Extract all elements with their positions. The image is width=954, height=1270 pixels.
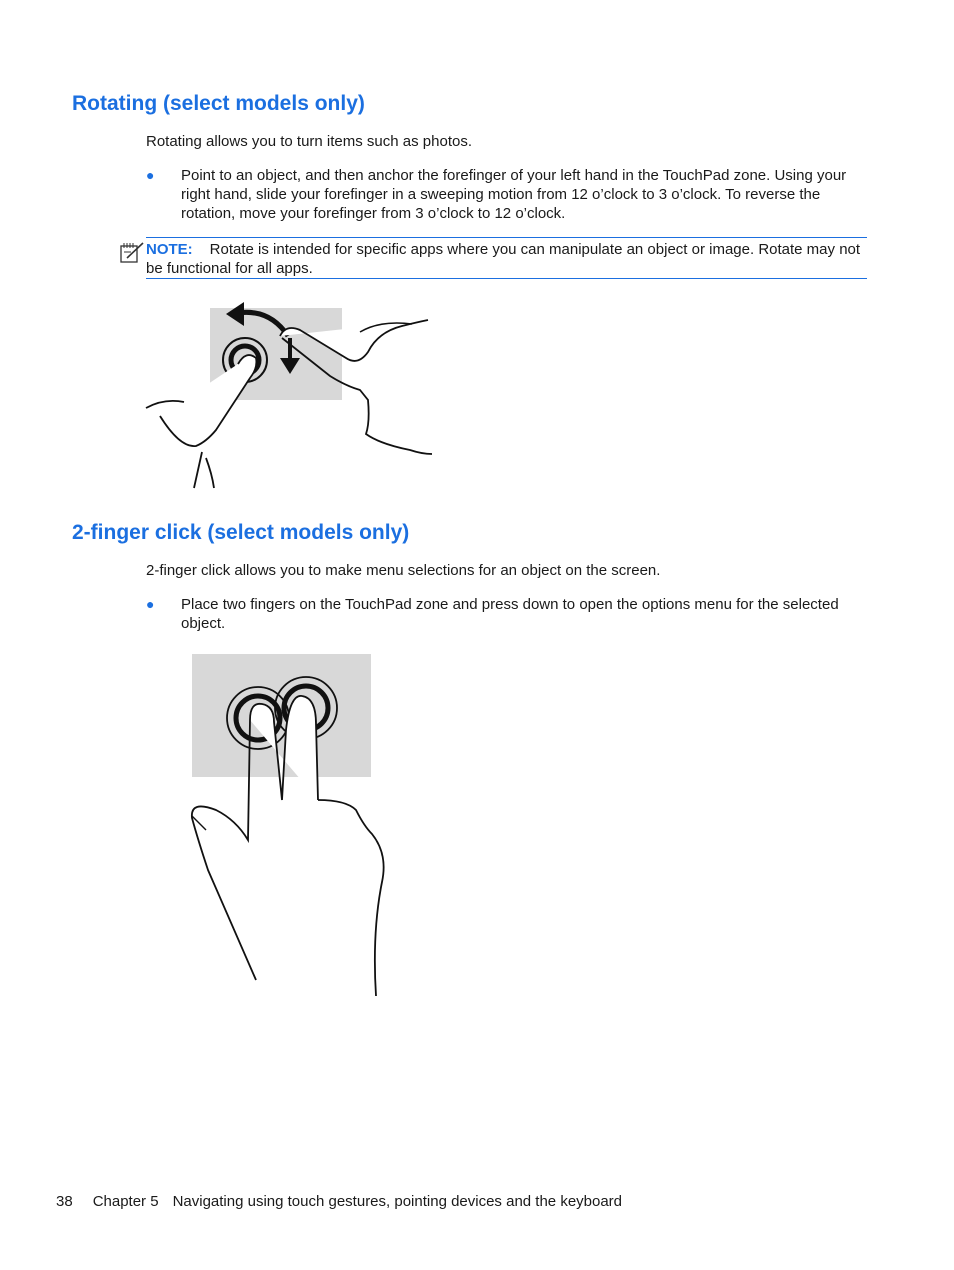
page-number: 38 [56, 1193, 73, 1210]
bullet-icon: ● [146, 167, 155, 183]
note-label: NOTE: [146, 241, 193, 258]
note-box [146, 237, 867, 279]
rotating-instruction: Point to an object, and then anchor the forefinger of your left hand in the TouchPad zone. Using your right hand, slide your forefinger in a sweeping motion from 12 o’clock to 3 o’clock. To reverse the rotation, move your forefinger from 3 o’clock to 12 o’clock. [181, 167, 847, 222]
note-icon [118, 238, 146, 266]
footer-chapter: Chapter 5 [92, 1193, 159, 1210]
bullet-icon: ● [146, 596, 155, 612]
two-finger-click-intro: 2-finger click allows you to make menu selections for an object on the screen. [146, 562, 661, 579]
footer-chapter-title: Navigating using touch gestures, pointing devices and the keyboard [172, 1193, 623, 1210]
section-heading-rotating: Rotating (select models only) [72, 92, 365, 115]
note-text: Rotate is intended for specific apps where you can manipulate an object or image. Rotate may not be functional for all apps. [146, 241, 861, 277]
two-finger-click-illustration [186, 650, 396, 1000]
section-heading-two-finger-click: 2-finger click (select models only) [72, 521, 410, 544]
rotating-intro: Rotating allows you to turn items such as photos. [146, 133, 473, 150]
page-footer [56, 1192, 622, 1211]
note-content [146, 240, 861, 278]
two-finger-click-instruction: Place two fingers on the TouchPad zone and press down to open the options menu for the selected object. [181, 596, 839, 632]
rotate-gesture-illustration [140, 292, 440, 492]
